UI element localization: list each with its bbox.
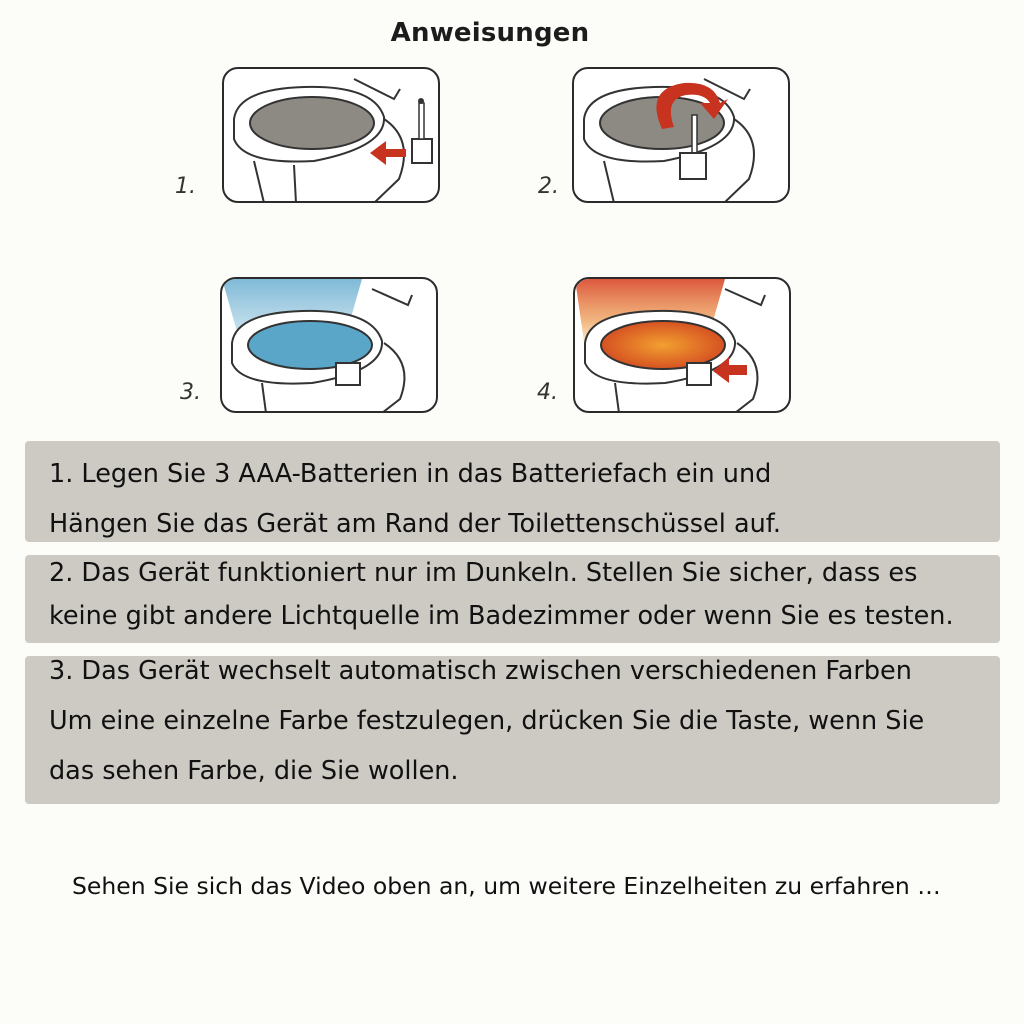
- step-3-illustration: [220, 277, 438, 413]
- step-4-illustration: [573, 277, 791, 413]
- step-3-number: 3.: [180, 380, 201, 405]
- instruction-2-line-2: keine gibt andere Lichtquelle im Badezimmer oder wenn Sie es testen.: [49, 601, 954, 631]
- step-2-illustration: [572, 67, 790, 203]
- step-1-number: 1.: [175, 174, 196, 199]
- instruction-1-line-1: 1. Legen Sie 3 AAA-Batterien in das Batteriefach ein und: [49, 459, 772, 489]
- instruction-2-line-1: 2. Das Gerät funktioniert nur im Dunkeln. Stellen Sie sicher, dass es: [49, 558, 918, 588]
- instruction-1-line-2: Hängen Sie das Gerät am Rand der Toilettenschüssel auf.: [49, 509, 781, 539]
- instruction-box-2: [25, 555, 1000, 643]
- step-4-number: 4.: [537, 380, 558, 405]
- step-1-illustration: [222, 67, 440, 203]
- page-title: Anweisungen: [390, 18, 590, 48]
- footer-note: Sehen Sie sich das Video oben an, um weitere Einzelheiten zu erfahren …: [72, 872, 941, 900]
- instruction-3-line-3: das sehen Farbe, die Sie wollen.: [49, 756, 459, 786]
- step-2-number: 2.: [538, 174, 559, 199]
- instruction-3-line-2: Um eine einzelne Farbe festzulegen, drücken Sie die Taste, wenn Sie: [49, 706, 925, 736]
- instruction-box-1: [25, 441, 1000, 542]
- instruction-3-line-1: 3. Das Gerät wechselt automatisch zwischen verschiedenen Farben: [49, 656, 912, 686]
- instruction-box-3: [25, 656, 1000, 804]
